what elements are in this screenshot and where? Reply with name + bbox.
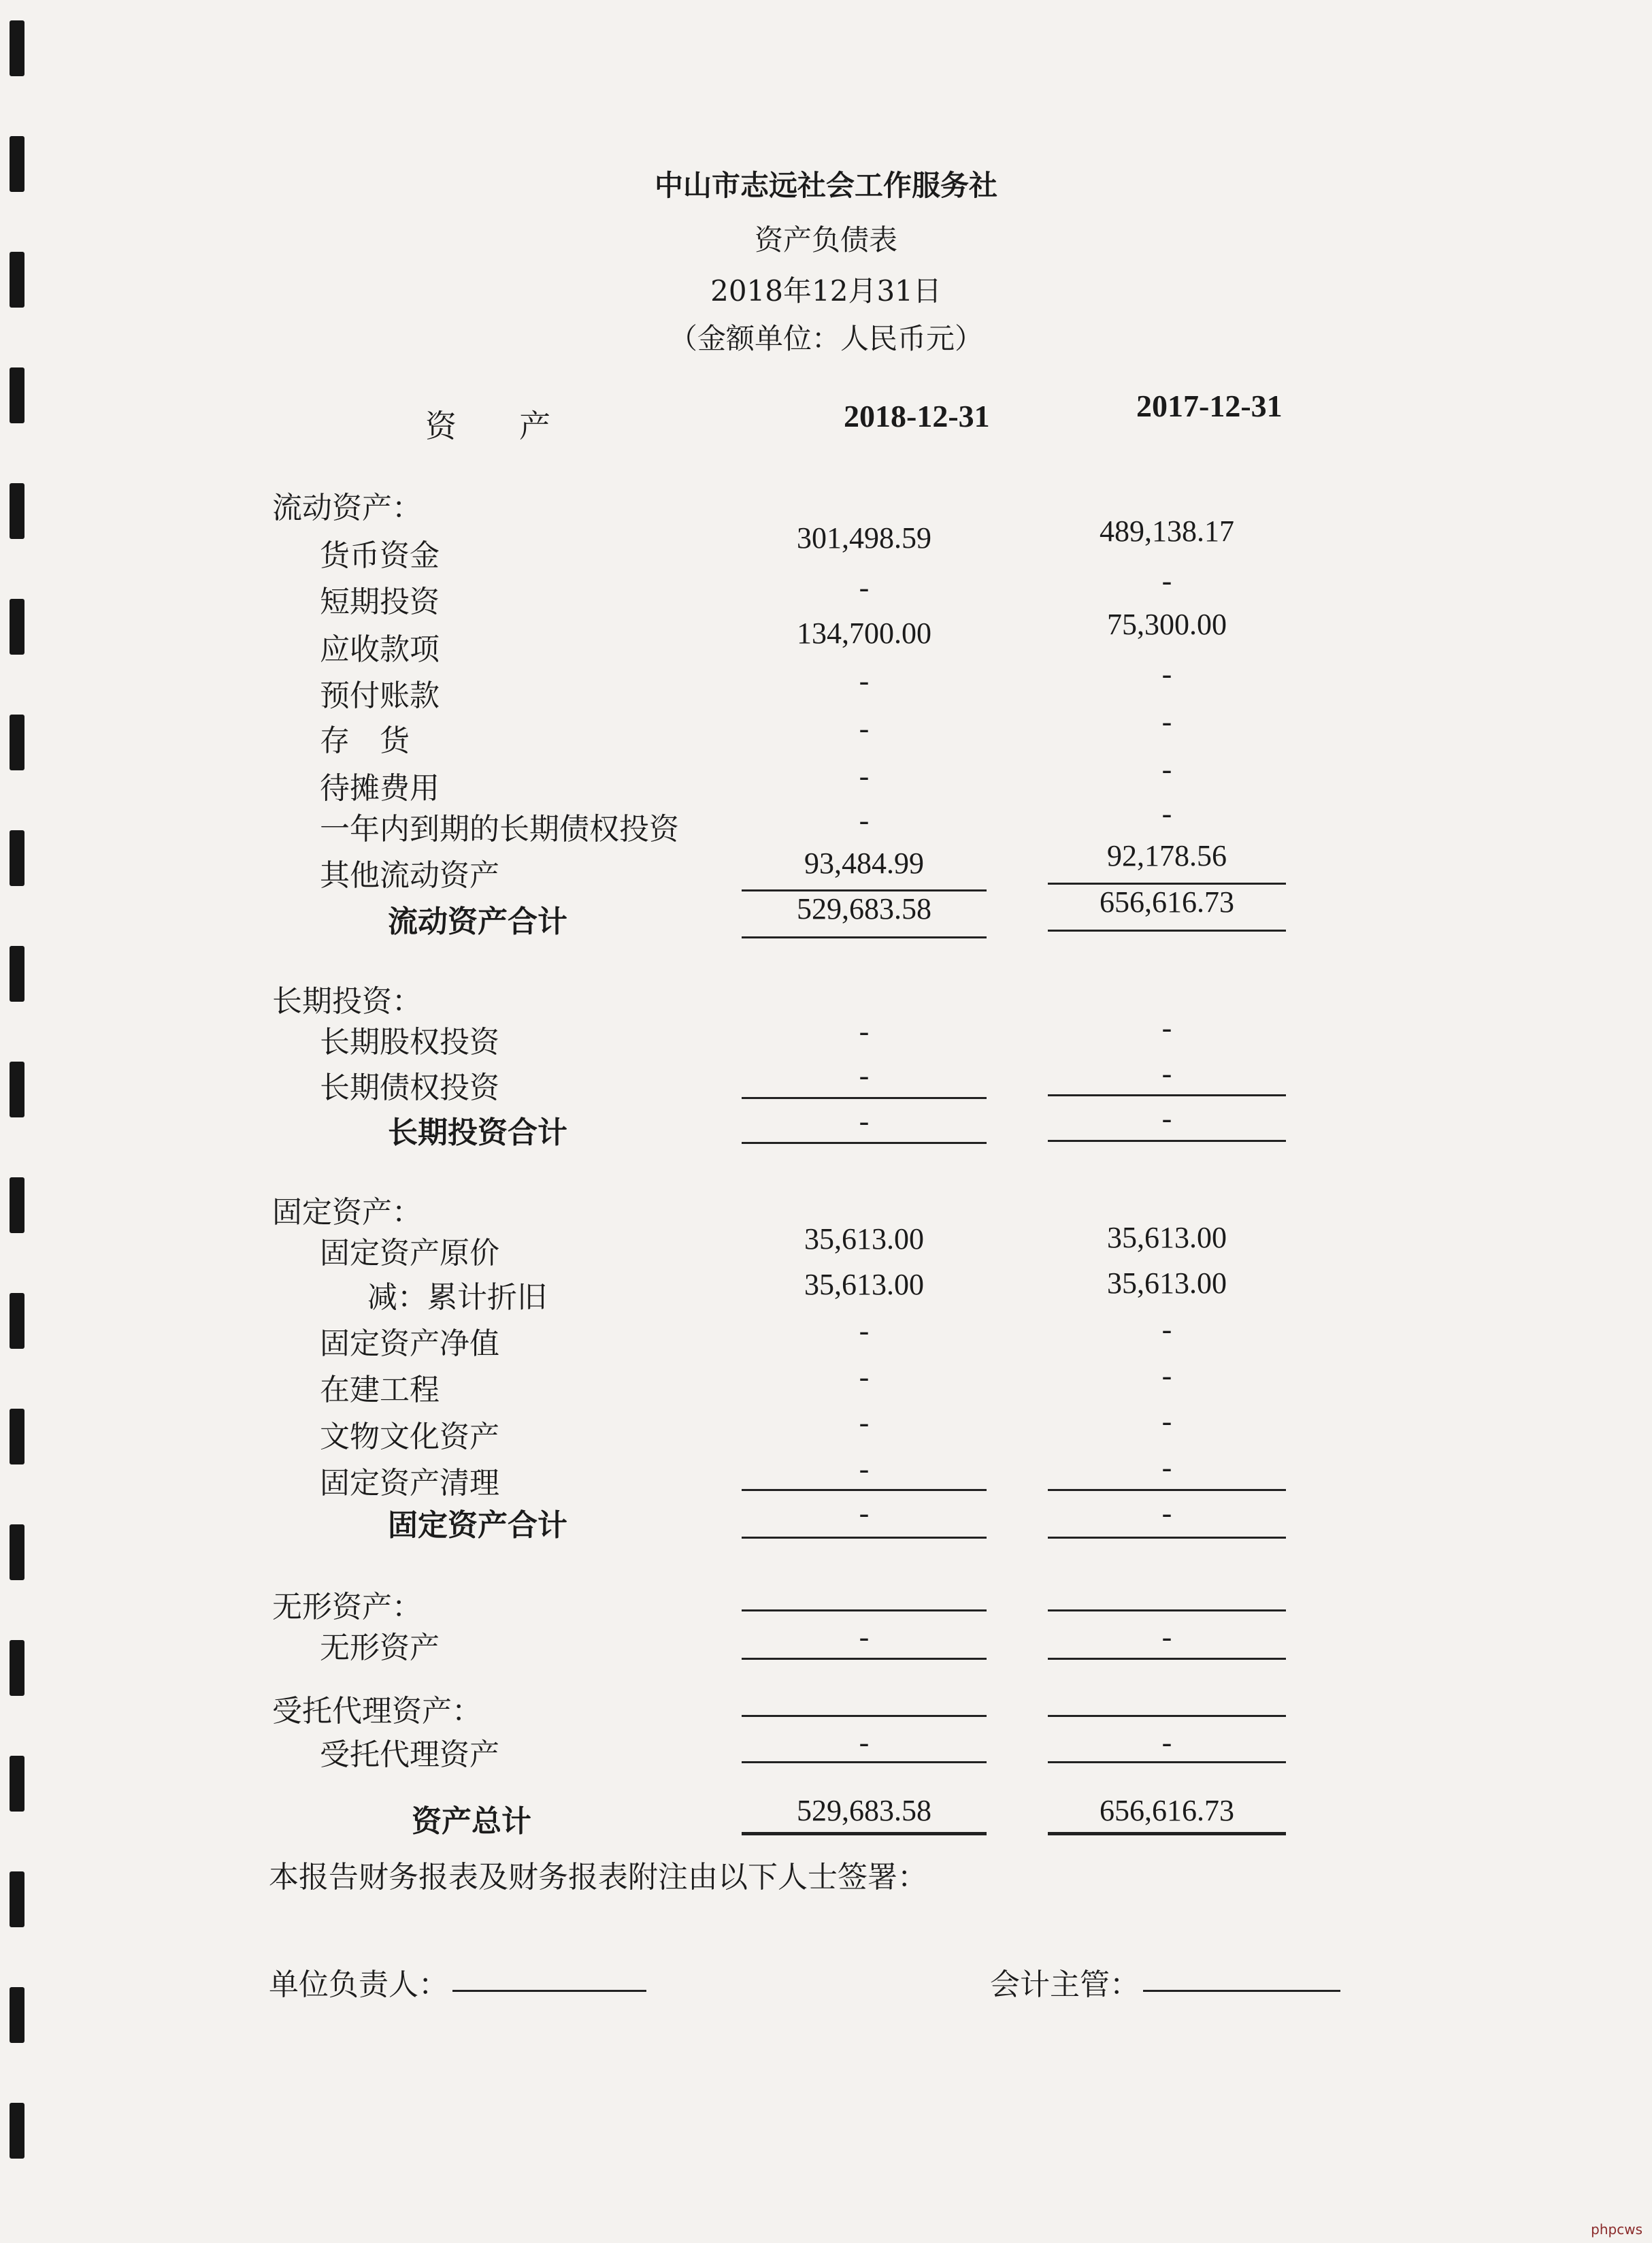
binding-hole — [10, 1409, 24, 1464]
report-title: 资产负债表 — [754, 223, 897, 257]
underline — [742, 936, 987, 938]
value-2017: - — [1161, 1620, 1172, 1654]
long-term-investments-total-2017: - — [1161, 1102, 1172, 1135]
value-2018: 93,484.99 — [804, 847, 924, 880]
row-label: 长期股权投资 — [320, 1025, 499, 1060]
value-2017: 35,613.00 — [1107, 1266, 1227, 1300]
value-2017: 489,138.17 — [1100, 514, 1234, 548]
double-underline — [1048, 1832, 1286, 1835]
binding-hole — [10, 1293, 24, 1349]
value-2017: - — [1161, 564, 1172, 597]
binding-hole — [10, 367, 24, 423]
underline — [1048, 1140, 1286, 1142]
binding-hole — [10, 1756, 24, 1812]
row-label: 短期投资 — [320, 585, 440, 619]
row-label: 无形资产 — [320, 1631, 440, 1665]
value-2017: - — [1161, 1726, 1172, 1759]
value-2018: - — [859, 712, 870, 745]
underline — [742, 1715, 987, 1717]
grand-total-2017: 656,616.73 — [1100, 1794, 1234, 1827]
column-header-2018: 2018-12-31 — [844, 399, 990, 433]
row-label: 长期债权投资 — [320, 1070, 499, 1105]
value-2017: - — [1161, 1011, 1172, 1045]
value-2018: - — [859, 1406, 870, 1439]
long-term-investments-total-label: 长期投资合计 — [388, 1115, 567, 1150]
row-label: 文物文化资产 — [320, 1420, 499, 1454]
value-2017: - — [1161, 705, 1172, 738]
value-2018: - — [859, 1015, 870, 1048]
binding-hole — [10, 483, 24, 539]
value-2018: - — [859, 571, 870, 604]
section-heading-trust-assets: 受托代理资产： — [272, 1694, 482, 1729]
row-label: 减：累计折旧 — [367, 1280, 547, 1315]
value-2017: - — [1161, 1057, 1172, 1090]
value-2018: - — [859, 1314, 870, 1347]
current-assets-total-2018: 529,683.58 — [797, 892, 931, 926]
binding-hole — [10, 1524, 24, 1580]
value-2017: 92,178.56 — [1107, 839, 1227, 872]
underline — [742, 1609, 987, 1611]
signer-label-accounting: 会计主管： — [990, 1967, 1140, 2002]
row-label: 待摊费用 — [320, 771, 440, 806]
value-2017: - — [1161, 657, 1172, 691]
binding-hole — [10, 1062, 24, 1117]
signature-note: 本报告财务报表及财务报表附注由以下人士签署： — [269, 1860, 927, 1895]
value-2017: - — [1161, 1359, 1172, 1392]
double-underline — [742, 1832, 987, 1835]
watermark: phpcws — [1591, 2221, 1642, 2238]
underline — [1048, 1609, 1286, 1611]
value-2018: - — [859, 1726, 870, 1759]
section-heading-current-assets: 流动资产： — [272, 491, 422, 525]
underline — [742, 1489, 987, 1491]
row-label: 在建工程 — [320, 1373, 440, 1407]
value-2017: - — [1161, 1405, 1172, 1438]
fixed-assets-total-2018: - — [859, 1496, 870, 1530]
fixed-assets-total-2017: - — [1161, 1496, 1172, 1530]
currency-unit: （金额单位：人民币元） — [668, 322, 983, 355]
underline — [742, 1097, 987, 1099]
underline — [1048, 1715, 1286, 1717]
value-2018: - — [859, 1452, 870, 1486]
row-label: 固定资产清理 — [320, 1466, 499, 1501]
value-2017: - — [1161, 753, 1172, 786]
underline — [742, 1537, 987, 1539]
binding-hole — [10, 20, 24, 76]
binding-hole — [10, 1177, 24, 1233]
binding-hole — [10, 599, 24, 655]
underline — [1048, 1489, 1286, 1491]
value-2018: - — [859, 804, 870, 837]
row-label: 货币资金 — [320, 538, 440, 573]
current-assets-total-2017: 656,616.73 — [1100, 885, 1234, 919]
underline — [1048, 1658, 1286, 1660]
section-heading-fixed-assets: 固定资产： — [272, 1195, 422, 1230]
row-label: 受托代理资产 — [320, 1737, 499, 1772]
underline — [742, 1761, 987, 1763]
section-heading-long-term-investments: 长期投资： — [272, 984, 422, 1019]
row-label: 其他流动资产 — [320, 858, 499, 893]
long-term-investments-total-2018: - — [859, 1104, 870, 1138]
value-2017: - — [1161, 797, 1172, 830]
binding-hole — [10, 946, 24, 1002]
value-2018: 35,613.00 — [804, 1222, 924, 1256]
grand-total-label: 资产总计 — [412, 1804, 531, 1839]
row-label: 固定资产原价 — [320, 1236, 499, 1271]
binding-hole — [10, 1871, 24, 1927]
row-label: 存 货 — [320, 723, 410, 758]
column-header-2017: 2017-12-31 — [1136, 389, 1283, 423]
value-2018: - — [859, 1620, 870, 1654]
section-heading-intangible-assets: 无形资产： — [272, 1590, 422, 1624]
signature-line-accounting — [1143, 1990, 1340, 1992]
report-date: 2018年12月31日 — [710, 274, 942, 308]
value-2018: 134,700.00 — [797, 617, 931, 650]
value-2018: - — [859, 664, 870, 698]
value-2018: 35,613.00 — [804, 1268, 924, 1301]
underline — [1048, 1094, 1286, 1096]
fixed-assets-total-label: 固定资产合计 — [388, 1508, 567, 1543]
binding-hole — [10, 2103, 24, 2159]
value-2018: - — [859, 1360, 870, 1394]
binding-hole — [10, 830, 24, 886]
value-2018: - — [859, 759, 870, 793]
signature-line-head — [452, 1990, 646, 1992]
value-2017: - — [1161, 1451, 1172, 1484]
underline — [742, 1142, 987, 1144]
binding-hole — [10, 715, 24, 770]
value-2018: 301,498.59 — [797, 521, 931, 555]
organization-name: 中山市志远社会工作服务社 — [654, 169, 997, 202]
row-label: 预付账款 — [320, 678, 440, 713]
value-2018: - — [859, 1059, 870, 1092]
underline — [1048, 930, 1286, 932]
underline — [742, 1658, 987, 1660]
binding-hole — [10, 1640, 24, 1696]
value-2017: 75,300.00 — [1107, 608, 1227, 641]
binding-hole — [10, 1987, 24, 2043]
value-2017: - — [1161, 1313, 1172, 1346]
current-assets-total-label: 流动资产合计 — [388, 904, 567, 939]
value-2017: 35,613.00 — [1107, 1221, 1227, 1254]
grand-total-2018: 529,683.58 — [797, 1794, 931, 1827]
signer-label-head: 单位负责人： — [269, 1967, 448, 2002]
assets-column-header: 资 产 — [425, 408, 550, 444]
underline — [1048, 1537, 1286, 1539]
row-label: 固定资产净值 — [320, 1326, 499, 1361]
row-label: 一年内到期的长期债权投资 — [320, 812, 679, 847]
underline — [1048, 1761, 1286, 1763]
row-label: 应收款项 — [320, 632, 440, 667]
